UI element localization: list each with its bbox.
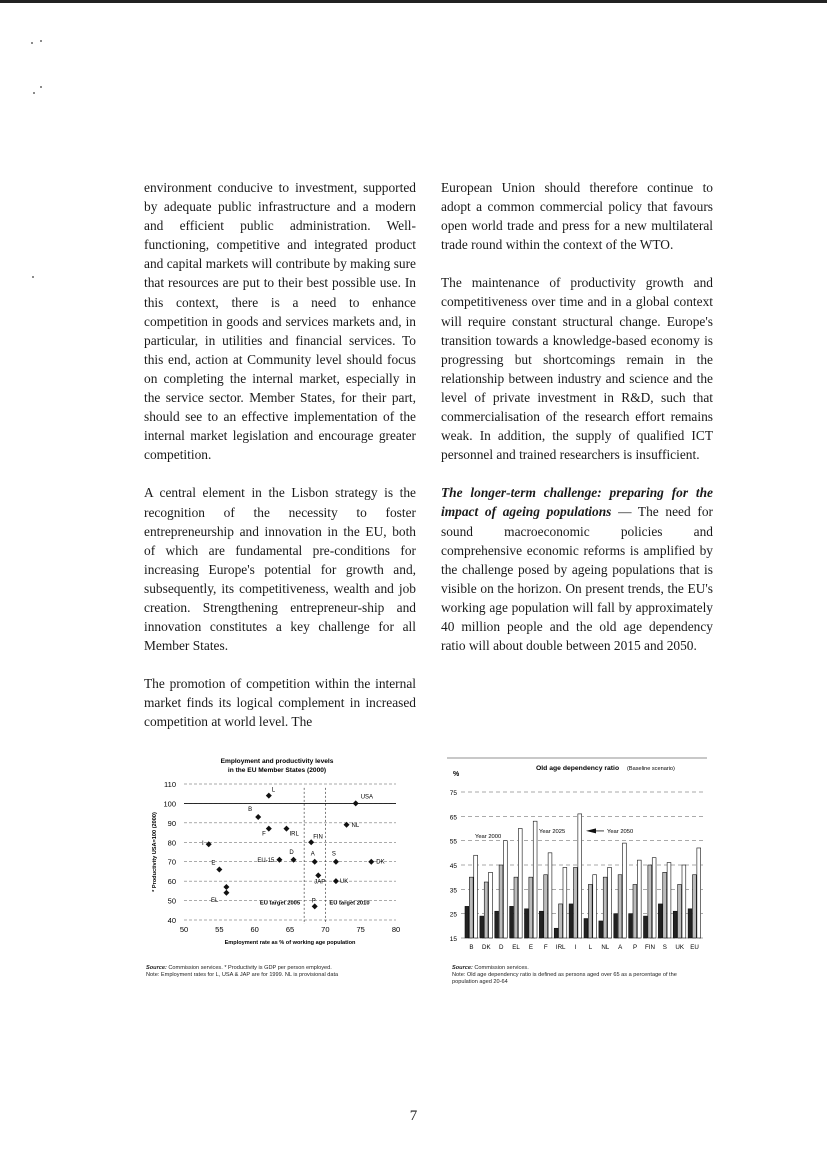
scatter-point-gr bbox=[223, 884, 229, 890]
series-label-2000: Year 2000 bbox=[475, 833, 502, 840]
bar-p-year-2025 bbox=[633, 884, 637, 938]
scatter-point-s bbox=[333, 859, 339, 865]
bar-s-year-2000 bbox=[658, 904, 662, 938]
scatter-point-el bbox=[223, 890, 229, 896]
x-tick-label: 55 bbox=[215, 925, 224, 934]
bar-eu-year-2025 bbox=[693, 875, 697, 938]
bar-irl-year-2050 bbox=[563, 867, 567, 938]
bar-irl-year-2025 bbox=[559, 904, 563, 938]
x-tick-label: 75 bbox=[356, 925, 365, 934]
y-tick-label: 35 bbox=[449, 887, 457, 895]
x-tick-label: 60 bbox=[250, 925, 259, 934]
bar-e-year-2000 bbox=[525, 909, 529, 938]
bar-e-year-2050 bbox=[533, 821, 537, 938]
bar-dk-year-2025 bbox=[484, 882, 488, 938]
source-label: Source: bbox=[452, 965, 473, 971]
scan-speck bbox=[31, 42, 33, 44]
bar-dk-year-2000 bbox=[480, 916, 484, 938]
bar-d-year-2050 bbox=[504, 841, 508, 938]
y-unit-label: % bbox=[453, 771, 460, 778]
bar-uk-year-2025 bbox=[678, 884, 682, 938]
x-tick-label: EU bbox=[690, 944, 699, 951]
point-label: USA bbox=[360, 794, 374, 801]
scatter-point-jap bbox=[315, 872, 321, 878]
scatter-point-f bbox=[266, 826, 272, 832]
bar-b-year-2050 bbox=[474, 855, 478, 938]
y-tick-label: 45 bbox=[449, 863, 457, 870]
bar-el-year-2025 bbox=[514, 877, 518, 938]
left-column bbox=[144, 178, 416, 751]
bar-s-year-2050 bbox=[667, 863, 671, 938]
scatter-point-uk bbox=[333, 878, 339, 884]
bar-b-year-2025 bbox=[469, 877, 473, 938]
bar-e-year-2025 bbox=[529, 877, 533, 938]
scatter-point-usa bbox=[353, 800, 359, 806]
x-tick-label: 65 bbox=[285, 925, 295, 934]
bar-i-year-2025 bbox=[574, 867, 578, 938]
y-tick-label: 60 bbox=[167, 877, 176, 887]
bar-a-year-2000 bbox=[614, 914, 618, 938]
bar-irl-year-2000 bbox=[554, 928, 558, 938]
paragraph: A central element in the Lisbon strategy is the recognition of the necessity to foster entrepreneurship and innovation in the EU, both of which are fundamental pre-conditions for increasing Europe's potential for growth and, subsequently, its competitiveness, wealth and job creation. Strengthening entrepreneur-ship and innovation constitutes a key challenge for all Member States. bbox=[144, 485, 416, 654]
x-tick-label: FIN bbox=[644, 944, 655, 951]
bar-chart-svg bbox=[441, 752, 707, 962]
bar-i-year-2000 bbox=[569, 904, 573, 938]
point-label: B bbox=[248, 807, 253, 814]
chart-title: Old age dependency ratio bbox=[536, 765, 620, 772]
scatter-point-b bbox=[255, 814, 261, 820]
bar-fin-year-2000 bbox=[644, 916, 648, 938]
point-label: A bbox=[310, 851, 315, 858]
y-tick-label: 80 bbox=[167, 838, 176, 848]
x-tick-label: L bbox=[588, 944, 593, 951]
bar-l-year-2025 bbox=[588, 884, 592, 938]
arrow-icon bbox=[586, 828, 596, 833]
bar-d-year-2025 bbox=[499, 865, 503, 938]
bar-p-year-2000 bbox=[629, 914, 633, 938]
x-tick-label: S bbox=[662, 944, 667, 951]
x-tick-label: 50 bbox=[179, 925, 189, 934]
y-tick-label: 40 bbox=[167, 916, 176, 925]
point-label: F bbox=[262, 831, 266, 838]
bar-f-year-2000 bbox=[539, 911, 543, 938]
x-axis-label: Employment rate as % of working age population bbox=[224, 940, 356, 946]
bar-nl-year-2025 bbox=[603, 877, 607, 938]
point-label: EU-15 bbox=[257, 857, 275, 864]
chart-title: Employment and productivity levels bbox=[220, 758, 334, 765]
point-label: NL bbox=[351, 822, 360, 829]
x-tick-label: 70 bbox=[321, 925, 330, 934]
point-label: L bbox=[271, 787, 276, 794]
bar-l-year-2000 bbox=[584, 919, 588, 938]
note-text: Note: Employment rates for L, USA & JAP are for 1999. NL is provisional data bbox=[146, 972, 339, 979]
y-tick-label: 75 bbox=[449, 790, 457, 797]
point-label: S bbox=[331, 851, 336, 858]
bar-l-year-2050 bbox=[593, 875, 597, 938]
x-tick-label: EL bbox=[512, 944, 520, 951]
series-label-2050: Year 2050 bbox=[607, 828, 634, 835]
scatter-chart-svg bbox=[146, 752, 408, 962]
paragraph-ageing bbox=[441, 483, 713, 655]
top-border bbox=[0, 0, 827, 3]
scatter-point-e bbox=[216, 866, 222, 872]
chart-subtitle: in the EU Member States (2000) bbox=[227, 767, 327, 774]
bar-eu-year-2050 bbox=[697, 848, 701, 938]
dependency-ratio-chart bbox=[441, 752, 707, 982]
figure2-source bbox=[452, 965, 702, 987]
y-tick-label: 50 bbox=[167, 896, 176, 906]
y-tick-label: 100 bbox=[163, 799, 176, 809]
scatter-point-dk bbox=[368, 859, 374, 865]
series-label-2025: Year 2025 bbox=[539, 828, 566, 835]
scan-speck bbox=[40, 40, 42, 42]
bar-nl-year-2000 bbox=[599, 921, 603, 938]
scan-speck bbox=[32, 276, 34, 278]
bar-fin-year-2025 bbox=[648, 865, 652, 938]
point-label: FIN bbox=[313, 834, 323, 841]
bar-b-year-2000 bbox=[465, 906, 469, 938]
bar-a-year-2050 bbox=[623, 843, 627, 938]
paragraph-body: — The need for sound macroeconomic policies and comprehensive economic reforms is amplified by the challenge posed by ageing populations that is visible on the horizon. On present trends, the EU's working age population will fall by approximately 40 million people and the old age dependency ratio will about double between 2015 and 2050. bbox=[441, 504, 714, 654]
inline-heading: The longer-term challenge: preparing for the impact of ageing populations bbox=[441, 485, 713, 520]
paragraph: environment conducive to investment, supported by adequate public infrastructure and a modern and efficient public administration. Well-functioning, competitive and integrated product and capital markets will contribute by making sure that resources are put to their best possible use. In this context, there is a need to enhance competition in goods and services markets and, in particular, in utilities and financial services. To this end, action at Community level should focus on completing the internal market, especially in the service sector. Member States, for their part, should see to an effective implementation of the internal market legislation and encourage greater competition. bbox=[144, 180, 416, 463]
figure1-source bbox=[146, 965, 408, 979]
bar-f-year-2050 bbox=[548, 853, 552, 938]
bar-fin-year-2050 bbox=[652, 858, 656, 938]
note-text: Note: Old age dependency ratio is defined as persons aged over 65 as a percentage of the population aged 20-64 bbox=[452, 972, 677, 986]
bar-p-year-2050 bbox=[637, 860, 641, 938]
scan-speck bbox=[33, 92, 35, 94]
x-tick-label: IRL bbox=[555, 944, 566, 951]
bar-nl-year-2050 bbox=[608, 867, 612, 938]
paragraph: European Union should therefore continue to adopt a common commercial policy that favours open world trade and press for a new multilateral trade round within the context of the WTO. bbox=[441, 180, 713, 253]
bar-eu-year-2000 bbox=[688, 909, 692, 938]
y-tick-label: 25 bbox=[449, 911, 457, 919]
scatter-point-a bbox=[312, 859, 318, 865]
bar-el-year-2050 bbox=[518, 829, 522, 939]
target-label: EU target 2005 bbox=[259, 900, 301, 907]
bar-s-year-2025 bbox=[663, 872, 667, 938]
y-tick-label: 65 bbox=[449, 814, 457, 822]
bar-el-year-2000 bbox=[510, 906, 514, 938]
x-tick-label: 80 bbox=[391, 925, 401, 934]
x-tick-label: E bbox=[528, 944, 534, 951]
point-label: E bbox=[211, 860, 216, 867]
paragraph: The maintenance of productivity growth and competitiveness over time and in a global context will require constant structural change. Europe's transition towards a knowledge-based economy is progressing but shortcomings remain in the relationship between industry and science and the level of private investment in R&D, such that commercialisation of the research effort remains weak. In addition, the supply of qualified ICT personnel and trained researchers is insufficient. bbox=[441, 275, 713, 463]
point-label: JAP bbox=[314, 879, 326, 886]
bar-a-year-2025 bbox=[618, 875, 622, 938]
paragraph: The promotion of competition within the internal market finds its logical complement in increased competition at world level. The bbox=[144, 676, 416, 730]
y-tick-label: 110 bbox=[164, 780, 176, 789]
x-tick-label: F bbox=[543, 944, 548, 951]
y-tick-label: 15 bbox=[449, 936, 457, 943]
point-label: I bbox=[202, 841, 204, 848]
chart-subtitle: (Baseline scenario) bbox=[627, 766, 675, 772]
right-column bbox=[441, 178, 713, 674]
scan-speck bbox=[40, 86, 42, 88]
bar-f-year-2025 bbox=[544, 875, 548, 938]
bar-uk-year-2050 bbox=[682, 865, 686, 938]
point-label: D bbox=[289, 849, 294, 856]
point-label: DK bbox=[376, 859, 385, 866]
page-number: 7 bbox=[409, 1108, 418, 1124]
y-tick-label: 90 bbox=[167, 818, 176, 828]
x-tick-label: D bbox=[498, 944, 504, 951]
source-text: Commission services. * Productivity is GDP per person employed. bbox=[166, 965, 332, 971]
bar-i-year-2050 bbox=[578, 814, 582, 938]
employment-productivity-chart bbox=[146, 752, 408, 982]
point-label: EL bbox=[211, 897, 219, 904]
y-tick-label: 55 bbox=[449, 838, 457, 846]
x-tick-label: UK bbox=[675, 944, 684, 951]
source-text: Commission services. bbox=[472, 965, 529, 971]
target-label: EU target 2010 bbox=[329, 900, 370, 907]
source-label: Source: bbox=[146, 965, 167, 971]
point-label: UK bbox=[339, 879, 349, 886]
point-label: P bbox=[311, 898, 316, 905]
x-tick-label: DK bbox=[482, 944, 491, 951]
x-tick-label: B bbox=[469, 944, 474, 951]
bar-d-year-2000 bbox=[495, 911, 499, 938]
y-axis-label: * Productivity USA=100 (2000) bbox=[152, 812, 158, 892]
x-tick-label: NL bbox=[601, 944, 610, 951]
x-tick-label: P bbox=[632, 944, 638, 951]
x-tick-label: A bbox=[618, 944, 623, 951]
point-label: IRL bbox=[289, 831, 299, 838]
x-tick-label: I bbox=[574, 944, 577, 951]
bar-dk-year-2050 bbox=[489, 872, 493, 938]
bar-uk-year-2000 bbox=[673, 911, 677, 938]
y-tick-label: 70 bbox=[167, 857, 176, 867]
